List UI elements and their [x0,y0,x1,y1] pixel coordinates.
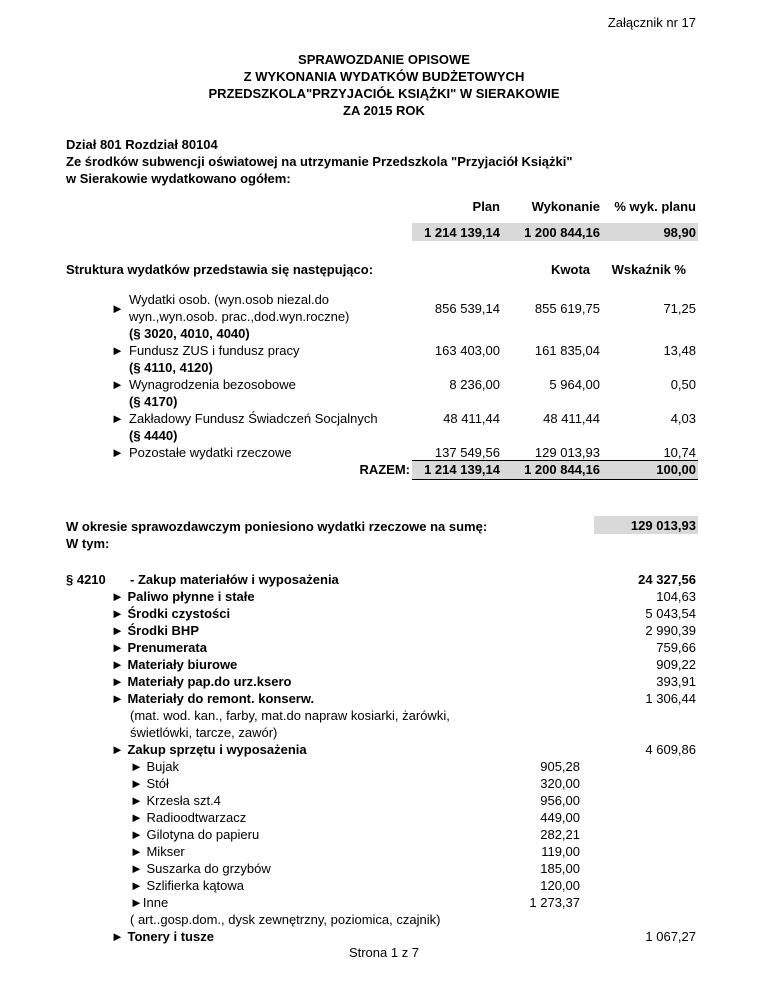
item-bhp-value: 2 990,39 [645,623,696,638]
equip-item: ► Stół [130,776,169,791]
section-code: § 4210 [66,572,106,587]
bullet-icon: ► [111,445,124,460]
bullet-icon: ► [111,411,124,426]
attachment-label: Załącznik nr 17 [607,15,696,30]
summary-plan: 1 214 139,14 [424,225,500,240]
item-subscription: ► Prenumerata [111,640,207,655]
equip-item-value: 449,00 [540,810,580,825]
header-wskaznik: Wskaźnik % [611,262,686,277]
equip-item-value: 119,00 [541,844,580,859]
row-1-plan: 856 539,14 [434,301,500,316]
header-kwota: Kwota [551,262,590,277]
row-2-name: Fundusz ZUS i fundusz pracy [129,343,300,358]
bullet-icon: ► [111,301,124,316]
row-3-pct: 0,50 [670,377,696,392]
row-4-plan: 48 411,44 [443,411,500,426]
equip-item-value: 282,21 [540,827,580,842]
item-equipment-value: 4 609,86 [645,742,696,757]
row-2-plan: 163 403,00 [434,343,500,358]
row-2-wyk: 161 835,04 [534,343,600,358]
equip-item-value: 956,00 [540,793,580,808]
header-wykonanie: Wykonanie [531,199,600,214]
item-toners: ► Tonery i tusze [111,929,214,944]
equip-item-value: 185,00 [540,861,580,876]
title-line-4: ZA 2015 ROK [343,103,425,118]
material-total: 129 013,93 [630,518,696,533]
row-5-wyk: 129 013,93 [534,445,600,460]
intro-line-2: Ze środków subwencji oświatowej na utrzymanie Przedszkola "Przyjaciół Książki" [66,154,573,169]
title-line-2: Z WYKONANIA WYDATKÓW BUDŻETOWYCH [243,69,525,84]
equip-item: ►Inne [130,895,169,910]
item-bhp: ► Środki BHP [111,623,199,638]
summary-wykonanie: 1 200 844,16 [524,225,600,240]
equip-item-value: 905,28 [540,759,580,774]
razem-wyk: 1 200 844,16 [524,462,600,477]
row-5-pct: 10,74 [663,445,696,460]
row-4-name: Zakładowy Fundusz Świadczeń Socjalnych [129,411,378,426]
row-5-plan: 137 549,56 [434,445,500,460]
equip-item: ► Bujak [130,759,179,774]
item-fuel-value: 104,63 [656,589,696,604]
item-repair: ► Materiały do remont. konserw. [111,691,315,706]
row-4-pct: 4,03 [670,411,696,426]
row-1-name-2: wyn.,wyn.osob. prac.,dod.wyn.roczne) [129,309,350,324]
razem-label: RAZEM: [359,462,410,477]
row-3-name: Wynagrodzenia bezosobowe [129,377,296,392]
razem-pct: 100,00 [656,462,696,477]
material-line-1: W okresie sprawozdawczym poniesiono wydatki rzeczowe na sumę: [66,519,488,534]
item-fuel: ► Paliwo płynne i stałe [111,589,255,604]
item-paper: ► Materiały pap.do urz.ksero [111,674,292,689]
item-office: ► Materiały biurowe [111,657,238,672]
row-3-wyk: 5 964,00 [549,377,600,392]
item-cleaning: ► Środki czystości [111,606,231,621]
row-4-wyk: 48 411,44 [543,411,600,426]
section-total: 24 327,56 [638,572,696,587]
bullet-icon: ► [111,343,124,358]
equip-item: ► Szlifierka kątowa [130,878,245,893]
equip-item: ► Mikser [130,844,185,859]
row-3-code: (§ 4170) [129,394,178,409]
row-1-pct: 71,25 [663,301,696,316]
row-5-name: Pozostałe wydatki rzeczowe [129,445,292,460]
title-line-3: PRZEDSZKOLA"PRZYJACIÓŁ KSIĄŻKI" W SIERAKOWIE [208,86,560,101]
row-4-code: (§ 4440) [129,428,178,443]
item-repair-value: 1 306,44 [645,691,696,706]
item-subscription-value: 759,66 [656,640,696,655]
page-footer: Strona 1 z 7 [348,945,420,960]
summary-pct: 98,90 [663,225,696,240]
header-plan: Plan [472,199,500,214]
row-1-name-1: Wydatki osob. (wyn.osob niezal.do [129,292,330,307]
item-office-value: 909,22 [656,657,696,672]
razem-rule [412,479,698,480]
material-line-2: W tym: [66,536,110,551]
intro-line-3: w Sierakowie wydatkowano ogółem: [66,171,291,186]
row-1-wyk: 855 619,75 [534,301,600,316]
equip-item: ► Radioodtwarzacz [130,810,247,825]
item-cleaning-value: 5 043,54 [645,606,696,621]
equip-item-value: 320,00 [540,776,580,791]
razem-plan: 1 214 139,14 [424,462,500,477]
equip-item: ► Suszarka do grzybów [130,861,271,876]
title-line-1: SPRAWOZDANIE OPISOWE [298,52,470,67]
intro-line-1: Dział 801 Rozdział 80104 [66,137,218,152]
row-3-plan: 8 236,00 [449,377,500,392]
row-2-code: (§ 4110, 4120) [129,360,213,375]
equip-item: ► Gilotyna do papieru [130,827,260,842]
repair-note-1: (mat. wod. kan., farby, mat.do napraw kosiarki, żarówki, [130,708,450,723]
item-equipment: ► Zakup sprzętu i wyposażenia [111,742,307,757]
row-1-code: (§ 3020, 4010, 4040) [129,326,250,341]
equip-item: ► Krzesła szt.4 [130,793,221,808]
item-paper-value: 393,91 [656,674,696,689]
row-2-pct: 13,48 [663,343,696,358]
header-pct: % wyk. planu [614,199,696,214]
repair-note-2: świetlówki, tarcze, zawór) [130,725,278,740]
equip-item-value: 120,00 [540,878,580,893]
structure-label: Struktura wydatków przedstawia się następująco: [66,262,374,277]
bullet-icon: ► [111,377,124,392]
item-toners-value: 1 067,27 [645,929,696,944]
section-title: - Zakup materiałów i wyposażenia [130,572,339,587]
equip-note: ( art..gosp.dom., dysk zewnętrzny, poziomica, czajnik) [130,912,441,927]
equip-item-value: 1 273,37 [529,895,580,910]
